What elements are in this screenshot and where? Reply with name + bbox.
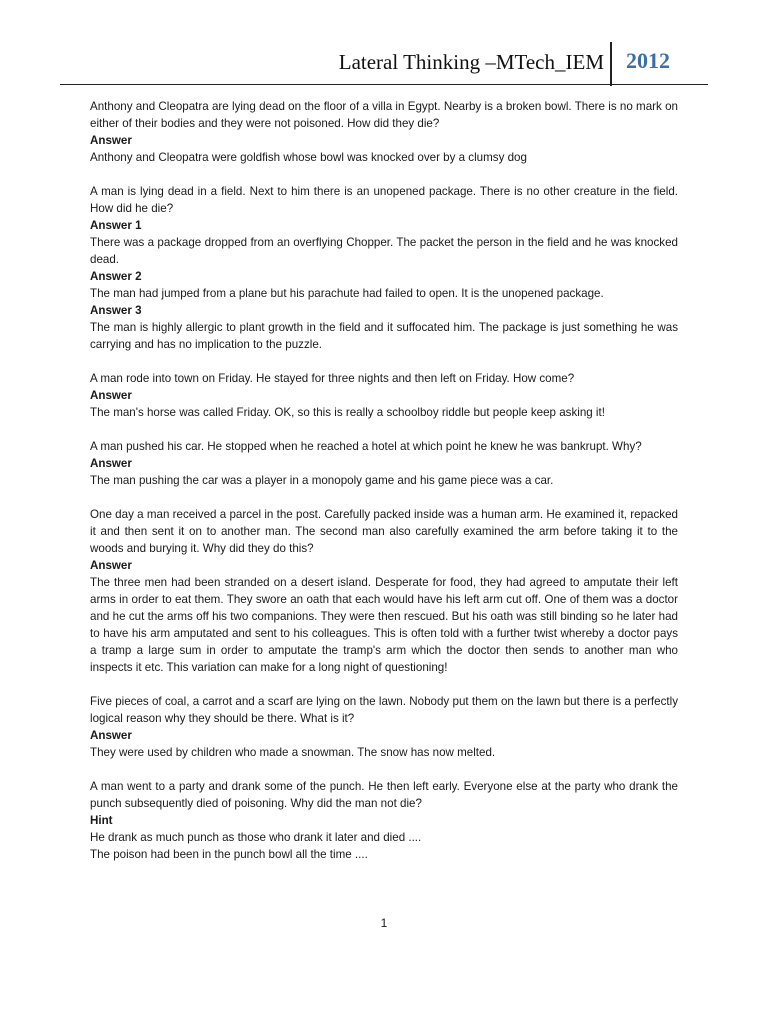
document-body xyxy=(90,98,678,880)
question: A man went to a party and drank some of the punch. He then left early. Everyone else at the party who drank the punch subsequently died of poisoning. Why did the man not die? xyxy=(90,780,678,810)
question: A man rode into town on Friday. He stayed for three nights and then left on Friday. How come? xyxy=(90,372,575,385)
question: Five pieces of coal, a carrot and a scarf are lying on the lawn. Nobody put them on the lawn but there is a perfectly logical reason why they should be there. What is it? xyxy=(90,695,678,725)
question: A man pushed his car. He stopped when he reached a hotel at which point he knew he was bankrupt. Why? xyxy=(90,440,642,453)
hint-text: The poison had been in the punch bowl all the time .... xyxy=(90,848,368,861)
question: A man is lying dead in a field. Next to him there is an unopened package. There is no other creature in the field. How did he die? xyxy=(90,185,678,215)
answer-label: Answer 2 xyxy=(90,270,142,283)
puzzle-1 xyxy=(90,98,678,166)
answer-label: Answer 3 xyxy=(90,304,142,317)
header-year: 2012 xyxy=(626,48,670,73)
answer-text: The man had jumped from a plane but his parachute had failed to open. It is the unopened package. xyxy=(90,287,604,300)
answer-label: Answer xyxy=(90,559,132,572)
header-divider xyxy=(610,42,612,86)
hint-text: He drank as much punch as those who drank it later and died .... xyxy=(90,831,422,844)
puzzle-7 xyxy=(90,778,678,863)
answer-text: There was a package dropped from an overflying Chopper. The packet the person in the field and he was knocked dead. xyxy=(90,236,678,266)
puzzle-2 xyxy=(90,183,678,353)
answer-text: The man is highly allergic to plant growth in the field and it suffocated him. The package is just something he was carrying and has no implication to the puzzle. xyxy=(90,321,678,351)
answer-label: Answer xyxy=(90,729,132,742)
header-title: Lateral Thinking –MTech_IEM xyxy=(338,50,604,74)
puzzle-4 xyxy=(90,438,678,489)
question: Anthony and Cleopatra are lying dead on the floor of a villa in Egypt. Nearby is a broken bowl. There is no mark on either of their bodies and they were not poisoned. How did they die? xyxy=(90,100,678,130)
page-header xyxy=(60,40,708,85)
page-number: 1 xyxy=(380,916,388,930)
answer-label: Answer xyxy=(90,134,132,147)
puzzle-5 xyxy=(90,506,678,676)
hint-label: Hint xyxy=(90,814,113,827)
answer-text: The three men had been stranded on a desert island. Desperate for food, they had agreed to amputate their left arms in order to eat them. They swore an oath that each would have his left arm cut off. One of them was a doctor and he cut the arms off his two companions. They were then rescued. But his oath was still binding so he later had to have his arm amputated and sent to his colleagues. This is often told with a further twist whereby a doctor pays a tramp a large sum in order to amputate the tramp's arm which the doctor then sends to another man who inspects it etc. This variation can make for a long night of questioning! xyxy=(90,576,678,674)
question: One day a man received a parcel in the post. Carefully packed inside was a human arm. He examined it, repacked it and then sent it on to another man. The second man also carefully examined the arm before taking it to the woods and burying it. Why did they do this? xyxy=(90,508,678,555)
answer-label: Answer xyxy=(90,389,132,402)
answer-text: The man pushing the car was a player in a monopoly game and his game piece was a car. xyxy=(90,474,554,487)
answer-text: The man's horse was called Friday. OK, so this is really a schoolboy riddle but people keep asking it! xyxy=(90,406,605,419)
answer-label: Answer 1 xyxy=(90,219,142,232)
puzzle-3 xyxy=(90,370,678,421)
puzzle-6 xyxy=(90,693,678,761)
answer-text: Anthony and Cleopatra were goldfish whose bowl was knocked over by a clumsy dog xyxy=(90,151,527,164)
answer-text: They were used by children who made a snowman. The snow has now melted. xyxy=(90,746,496,759)
answer-label: Answer xyxy=(90,457,132,470)
